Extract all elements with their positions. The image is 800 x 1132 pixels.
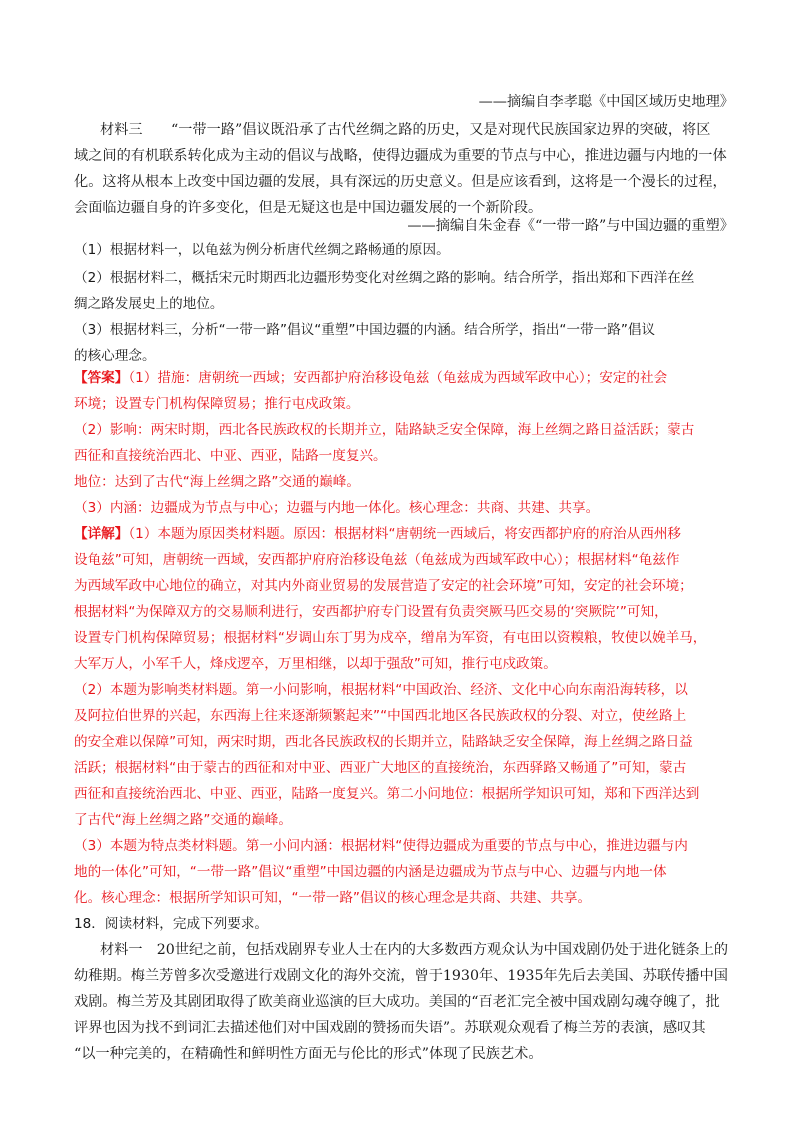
detail-tag: 【详解】 [74, 526, 129, 542]
question-1: （1）根据材料一，以龟兹为例分析唐代丝绸之路畅通的原因。 [74, 242, 450, 258]
answer-line-6: （3）内涵：边疆成为节点与中心；边疆与内地一体化。核心理念：共商、共建、共享。 [74, 500, 600, 516]
answer-line-1 [74, 368, 734, 388]
q18-material-1-line-3: 戏剧。梅兰芳及其剧团取得了欧美商业巡演的巨大成功。美国的“百老汇完全被中国戏剧勾魂夺魄了，批 [74, 994, 720, 1010]
answer-line-3: （2）影响：两宋时期，西北各民族政权的长期并立，陆路缺乏安全保障，海上丝绸之路日益活跃；蒙古 [74, 422, 695, 438]
q18-material-1-line-5: “以一种完美的，在精确性和鲜明性方面无与伦比的形式”体现了民族艺术。 [74, 1046, 543, 1062]
question-3-line-2: 的核心理念。 [74, 348, 156, 364]
detail-line-8: 及阿拉伯世界的兴起，东西海上往来逐渐频繁起来”“中国西北地区各民族政权的分裂、对立，使丝路上 [74, 708, 687, 724]
detail-line-3: 为西域军政中心地位的确立，对其内外商业贸易的发展营造了安定的社会环境”可知，安定的社会环境； [74, 578, 693, 594]
detail-line-7: （2）本题为影响类材料题。第一小问影响，根据材料“中国政治、经济、文化中心向东南沿海转移，以 [74, 682, 688, 698]
source-citation-1: ——摘编自李孝聪《中国区域历史地理》 [478, 94, 734, 110]
detail-line-12: 了古代“海上丝绸之路”交通的巅峰。 [74, 812, 292, 828]
question-2-line-2: 绸之路发展史上的地位。 [74, 296, 224, 312]
detail-line-1 [74, 524, 734, 544]
detail-line-4: 根据材料“为保障双方的交易顺利进行，安西都护府专门设置有负责突厥马匹交易的‘突厥院’”可知， [74, 604, 668, 620]
answer-first-text: （1）措施：唐朝统一西域；安西都护府治移设龟兹（龟兹成为西域军政中心）；安定的社会 [128, 370, 668, 386]
answer-line-5: 地位：达到了古代“海上丝绸之路”交通的巅峰。 [74, 474, 360, 490]
detail-line-5: 设置专门机构保障贸易；根据材料“岁调山东丁男为戍卒，缯帛为军资，有屯田以资糗粮，牧使以娩羊马， [74, 630, 707, 646]
material-3-line-4: 会面临边疆自身的许多变化，但是无疑这也是中国边疆发展的一个新阶段。 [74, 200, 543, 216]
material-3-line-3: 化。这将从根本上改变中国边疆的发展，具有深远的历史意义。但是应该看到，这将是一个漫长的过程， [74, 174, 727, 190]
answer-tag: 【答案】 [74, 370, 129, 386]
detail-line-2: 设龟兹”可知，唐朝统一西域，安西都护府府治移设龟兹（龟兹成为西域军政中心）；根据材料“龟兹作 [74, 552, 680, 568]
q18-material-1-line-4: 评界也因为找不到词汇去描述他们对中国戏剧的赞扬而失语”。苏联观众观看了梅兰芳的表演，感叹其 [74, 1020, 706, 1036]
detail-line-11: 西征和直接统治西北、中亚、西亚，陆路一度复兴。第二小问地位：根据所学知识可知，郑和下西洋达到 [74, 786, 700, 802]
detail-line-10: 活跃；根据材料“由于蒙古的西征和对中亚、西亚广大地区的直接统治，东西驿路又畅通了”可知，蒙古 [74, 760, 687, 776]
detail-line-13: （3）本题为特点类材料题。第一小问内涵：根据材料“使得边疆成为重要的节点与中心，推进边疆与内 [74, 838, 688, 854]
detail-line-9: 的安全难以保障”可知，两宋时期，西北各民族政权的长期并立，陆路缺乏安全保障，海上丝绸之路日益 [74, 734, 693, 750]
answer-line-2: 环境；设置专门机构保障贸易；推行屯戍政策。 [74, 396, 360, 412]
material-3-line-2: 域之间的有机联系转化成为主动的倡议与战略，使得边疆成为重要的节点与中心，推进边疆与内地的一体 [74, 148, 727, 164]
detail-first-text: （1）本题为原因类材料题。原因：根据材料“唐朝统一西域后，将安西都护府的府治从西州移 [128, 526, 682, 542]
question-18-heading: 18．阅读材料，完成下列要求。 [74, 916, 269, 932]
answer-line-4: 西征和直接统治西北、中亚、西亚，陆路一度复兴。 [74, 448, 387, 464]
material-3-line-1: 材料三 “一带一路”倡议既沿承了古代丝绸之路的历史，又是对现代民族国家边界的突破，将区 [100, 122, 711, 138]
question-3-line-1: （3）根据材料三，分析“一带一路”倡议“重塑”中国边疆的内涵。结合所学，指出“一带一路”倡议 [74, 322, 656, 338]
detail-line-14: 地的一体化”可知，“一带一路”倡议“重塑”中国边疆的内涵是边疆成为节点与中心、边疆与内地一体 [74, 864, 667, 880]
source-citation-2: ——摘编自朱金春《“一带一路”与中国边疆的重塑》 [407, 218, 734, 234]
question-2-line-1: （2）根据材料二，概括宋元时期西北边疆形势变化对丝绸之路的影响。结合所学，指出郑和下西洋在丝 [74, 270, 695, 286]
q18-material-1-line-2: 幼稚期。梅兰芳曾多次受邀进行戏剧文化的海外交流，曾于1930年、1935年先后去美国、苏联传播中国 [74, 968, 728, 984]
q18-material-1-line-1: 材料一 20世纪之前，包括戏剧界专业人士在内的大多数西方观众认为中国戏剧仍处于进化链条上的 [100, 942, 729, 958]
detail-line-6: 大军万人，小军千人，烽戍逻卒，万里相继，以却于强敌”可知，推行屯戍政策。 [74, 656, 557, 672]
detail-line-15: 化。核心理念：根据所学知识可知，“一带一路”倡议的核心理念是共商、共建、共享。 [74, 890, 592, 906]
